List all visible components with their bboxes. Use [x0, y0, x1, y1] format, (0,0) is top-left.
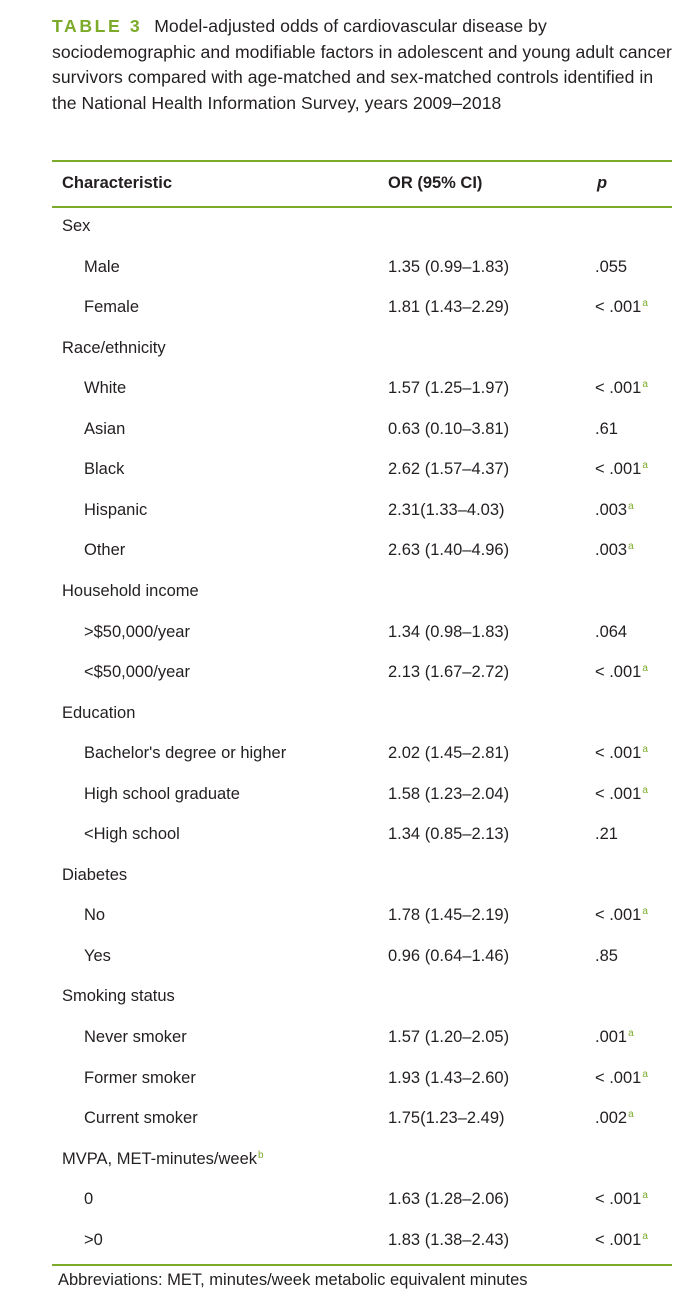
- p-value: [595, 1028, 634, 1047]
- label-text: Hispanic: [84, 500, 148, 519]
- p-value: [595, 541, 634, 560]
- footnote-marker: a: [642, 460, 648, 472]
- footnote-marker: a: [642, 1230, 648, 1242]
- table-row: [0, 623, 698, 663]
- row-label: [84, 1109, 198, 1128]
- or-value: 1.34 (0.98–1.83): [388, 622, 510, 641]
- table-row: [0, 298, 698, 338]
- p-value: [595, 785, 648, 804]
- label-text: Sex: [62, 217, 91, 235]
- or-value: 1.35 (0.99–1.83): [388, 257, 510, 276]
- or-value: 1.75(1.23–2.49): [388, 1109, 505, 1128]
- row-label: [84, 1069, 196, 1088]
- label-text: Never smoker: [84, 1028, 187, 1046]
- label-text: Asian: [84, 419, 126, 438]
- footnote-marker: a: [642, 1068, 648, 1080]
- p-text: < .001: [595, 1190, 642, 1209]
- or-value: 2.63 (1.40–4.96): [388, 541, 510, 560]
- table-row: [0, 704, 698, 744]
- footnote-marker: a: [642, 784, 648, 796]
- p-value: [595, 1069, 648, 1088]
- table-row: [0, 744, 698, 784]
- label-text: >$50,000/year: [84, 622, 190, 641]
- top-rule: [52, 160, 672, 162]
- or-value: 1.81 (1.43–2.29): [388, 298, 510, 317]
- group-label: [62, 582, 199, 601]
- label-text: <$50,000/year: [84, 663, 190, 682]
- label-text: Bachelor's degree or higher: [84, 744, 287, 763]
- group-label: [62, 339, 166, 358]
- label-text: >0: [84, 1230, 103, 1249]
- or-value: 1.63 (1.28–2.06): [388, 1190, 510, 1209]
- row-label: [84, 623, 190, 642]
- p-value: [595, 663, 648, 682]
- footnote-marker: a: [642, 379, 648, 391]
- p-value: [595, 379, 648, 398]
- or-value: 2.13 (1.67–2.72): [388, 663, 510, 682]
- footnote-marker: a: [628, 1109, 634, 1121]
- table-row: [0, 501, 698, 541]
- p-text: .003: [595, 500, 628, 519]
- or-value: 1.58 (1.23–2.04): [388, 784, 510, 803]
- or-value: 2.62 (1.57–4.37): [388, 460, 510, 479]
- p-value: [595, 1231, 648, 1250]
- header-rule: [52, 206, 672, 208]
- label-text: 0: [84, 1190, 94, 1209]
- group-label: [62, 1150, 264, 1169]
- table-row: [0, 906, 698, 946]
- or-value: 1.34 (0.85–2.13): [388, 825, 510, 844]
- header-or: OR (95% CI): [388, 174, 483, 192]
- row-label: [84, 258, 120, 277]
- p-text: < .001: [595, 1068, 642, 1087]
- p-text: < .001: [595, 298, 642, 317]
- row-label: [84, 1231, 103, 1250]
- label-text: <High school: [84, 825, 180, 844]
- p-text: .85: [595, 946, 618, 965]
- table-row: [0, 1190, 698, 1230]
- table-row: [0, 460, 698, 500]
- p-text: < .001: [595, 784, 642, 803]
- table-row: [0, 420, 698, 460]
- p-text: .21: [595, 825, 618, 844]
- footnote-marker: b: [258, 1149, 264, 1161]
- p-text: .003: [595, 541, 628, 560]
- header-p: p: [597, 174, 608, 192]
- p-value: [595, 460, 648, 479]
- table-row: [0, 1069, 698, 1109]
- footnote-text: Abbreviations: MET, minutes/week metabolic equivalent minutes: [58, 1271, 528, 1289]
- or-value: 0.63 (0.10–3.81): [388, 419, 510, 438]
- row-label: [84, 906, 105, 925]
- p-value: [595, 744, 648, 763]
- row-label: [84, 460, 124, 479]
- table-row: [0, 1150, 698, 1190]
- table-row: [0, 1109, 698, 1149]
- label-text: White: [84, 379, 127, 398]
- p-value: [595, 1190, 648, 1209]
- table-row: [0, 379, 698, 419]
- or-value: 0.96 (0.64–1.46): [388, 946, 510, 965]
- group-label: [62, 866, 127, 885]
- p-text: .61: [595, 419, 618, 438]
- label-text: Black: [84, 460, 125, 479]
- p-text: < .001: [595, 379, 642, 398]
- table-row: [0, 825, 698, 865]
- row-label: [84, 1190, 93, 1209]
- p-value: [595, 1109, 634, 1128]
- table-label: TABLE 3: [52, 16, 143, 36]
- table-row: [0, 866, 698, 906]
- table-row: [0, 1028, 698, 1068]
- table-row: [0, 663, 698, 703]
- p-text: < .001: [595, 906, 642, 925]
- p-value: [595, 420, 618, 439]
- or-value: 1.93 (1.43–2.60): [388, 1068, 510, 1087]
- or-value: 2.02 (1.45–2.81): [388, 744, 510, 763]
- p-text: .002: [595, 1109, 628, 1128]
- label-text: MVPA, MET-minutes/week: [62, 1149, 257, 1168]
- bottom-rule: [52, 1264, 672, 1266]
- header-characteristic: Characteristic: [62, 174, 173, 192]
- p-text: .001: [595, 1028, 628, 1046]
- caption-text: Model-adjusted odds of cardiovascular disease by sociodemographic and modifiable factors in adolescent and young adult cancer survivors compared with age-matched and sex-matched controls identified in the National Health Information Survey, years 2009–2018: [52, 16, 672, 113]
- table-row: [0, 217, 698, 257]
- footnote-marker: a: [642, 298, 648, 310]
- p-text: < .001: [595, 744, 642, 763]
- p-text: .055: [595, 257, 628, 276]
- table-row: [0, 987, 698, 1027]
- label-text: Former smoker: [84, 1068, 196, 1087]
- footnote-marker: a: [628, 541, 634, 553]
- label-text: Female: [84, 298, 140, 317]
- label-text: No: [84, 906, 106, 925]
- group-label: [62, 987, 175, 1006]
- row-label: [84, 744, 286, 763]
- label-text: Smoking status: [62, 987, 175, 1006]
- table-row: [0, 947, 698, 987]
- p-value: [595, 623, 627, 642]
- label-text: High school graduate: [84, 784, 240, 803]
- table-caption: [52, 14, 682, 116]
- row-label: [84, 501, 147, 520]
- label-text: Diabetes: [62, 865, 128, 884]
- p-text: < .001: [595, 460, 642, 479]
- p-text: .064: [595, 622, 628, 641]
- row-label: [84, 298, 139, 317]
- label-text: Race/ethnicity: [62, 338, 166, 357]
- or-value: 2.31(1.33–4.03): [388, 500, 505, 519]
- footnote-marker: a: [642, 663, 648, 675]
- footnote-marker: a: [642, 1190, 648, 1202]
- row-label: [84, 785, 240, 804]
- p-value: [595, 501, 634, 520]
- footnote-marker: a: [628, 500, 634, 512]
- table-row: [0, 339, 698, 379]
- row-label: [84, 663, 190, 682]
- or-value: 1.57 (1.25–1.97): [388, 379, 510, 398]
- p-text: < .001: [595, 1230, 642, 1249]
- p-value: [595, 258, 627, 277]
- label-text: Yes: [84, 946, 111, 965]
- row-label: [84, 947, 111, 966]
- footnote-marker: a: [642, 744, 648, 756]
- table-row: [0, 541, 698, 581]
- label-text: Education: [62, 703, 136, 722]
- group-label: [62, 217, 90, 236]
- row-label: [84, 1028, 187, 1047]
- p-value: [595, 825, 618, 844]
- table-row: [0, 258, 698, 298]
- row-label: [84, 379, 126, 398]
- label-text: Household income: [62, 581, 199, 600]
- footnote-marker: a: [628, 1028, 634, 1039]
- group-label: [62, 704, 135, 723]
- p-value: [595, 298, 648, 317]
- p-value: [595, 906, 648, 925]
- or-value: 1.57 (1.20–2.05): [388, 1028, 510, 1046]
- row-label: [84, 420, 125, 439]
- or-value: 1.83 (1.38–2.43): [388, 1230, 510, 1249]
- footnote-marker: a: [642, 906, 648, 918]
- row-label: [84, 541, 125, 560]
- p-text: < .001: [595, 663, 642, 682]
- row-label: [84, 825, 180, 844]
- table-row: [0, 582, 698, 622]
- label-text: Other: [84, 541, 126, 560]
- label-text: Male: [84, 257, 120, 276]
- table-row: [0, 785, 698, 825]
- p-value: [595, 947, 618, 966]
- label-text: Current smoker: [84, 1109, 198, 1128]
- or-value: 1.78 (1.45–2.19): [388, 906, 510, 925]
